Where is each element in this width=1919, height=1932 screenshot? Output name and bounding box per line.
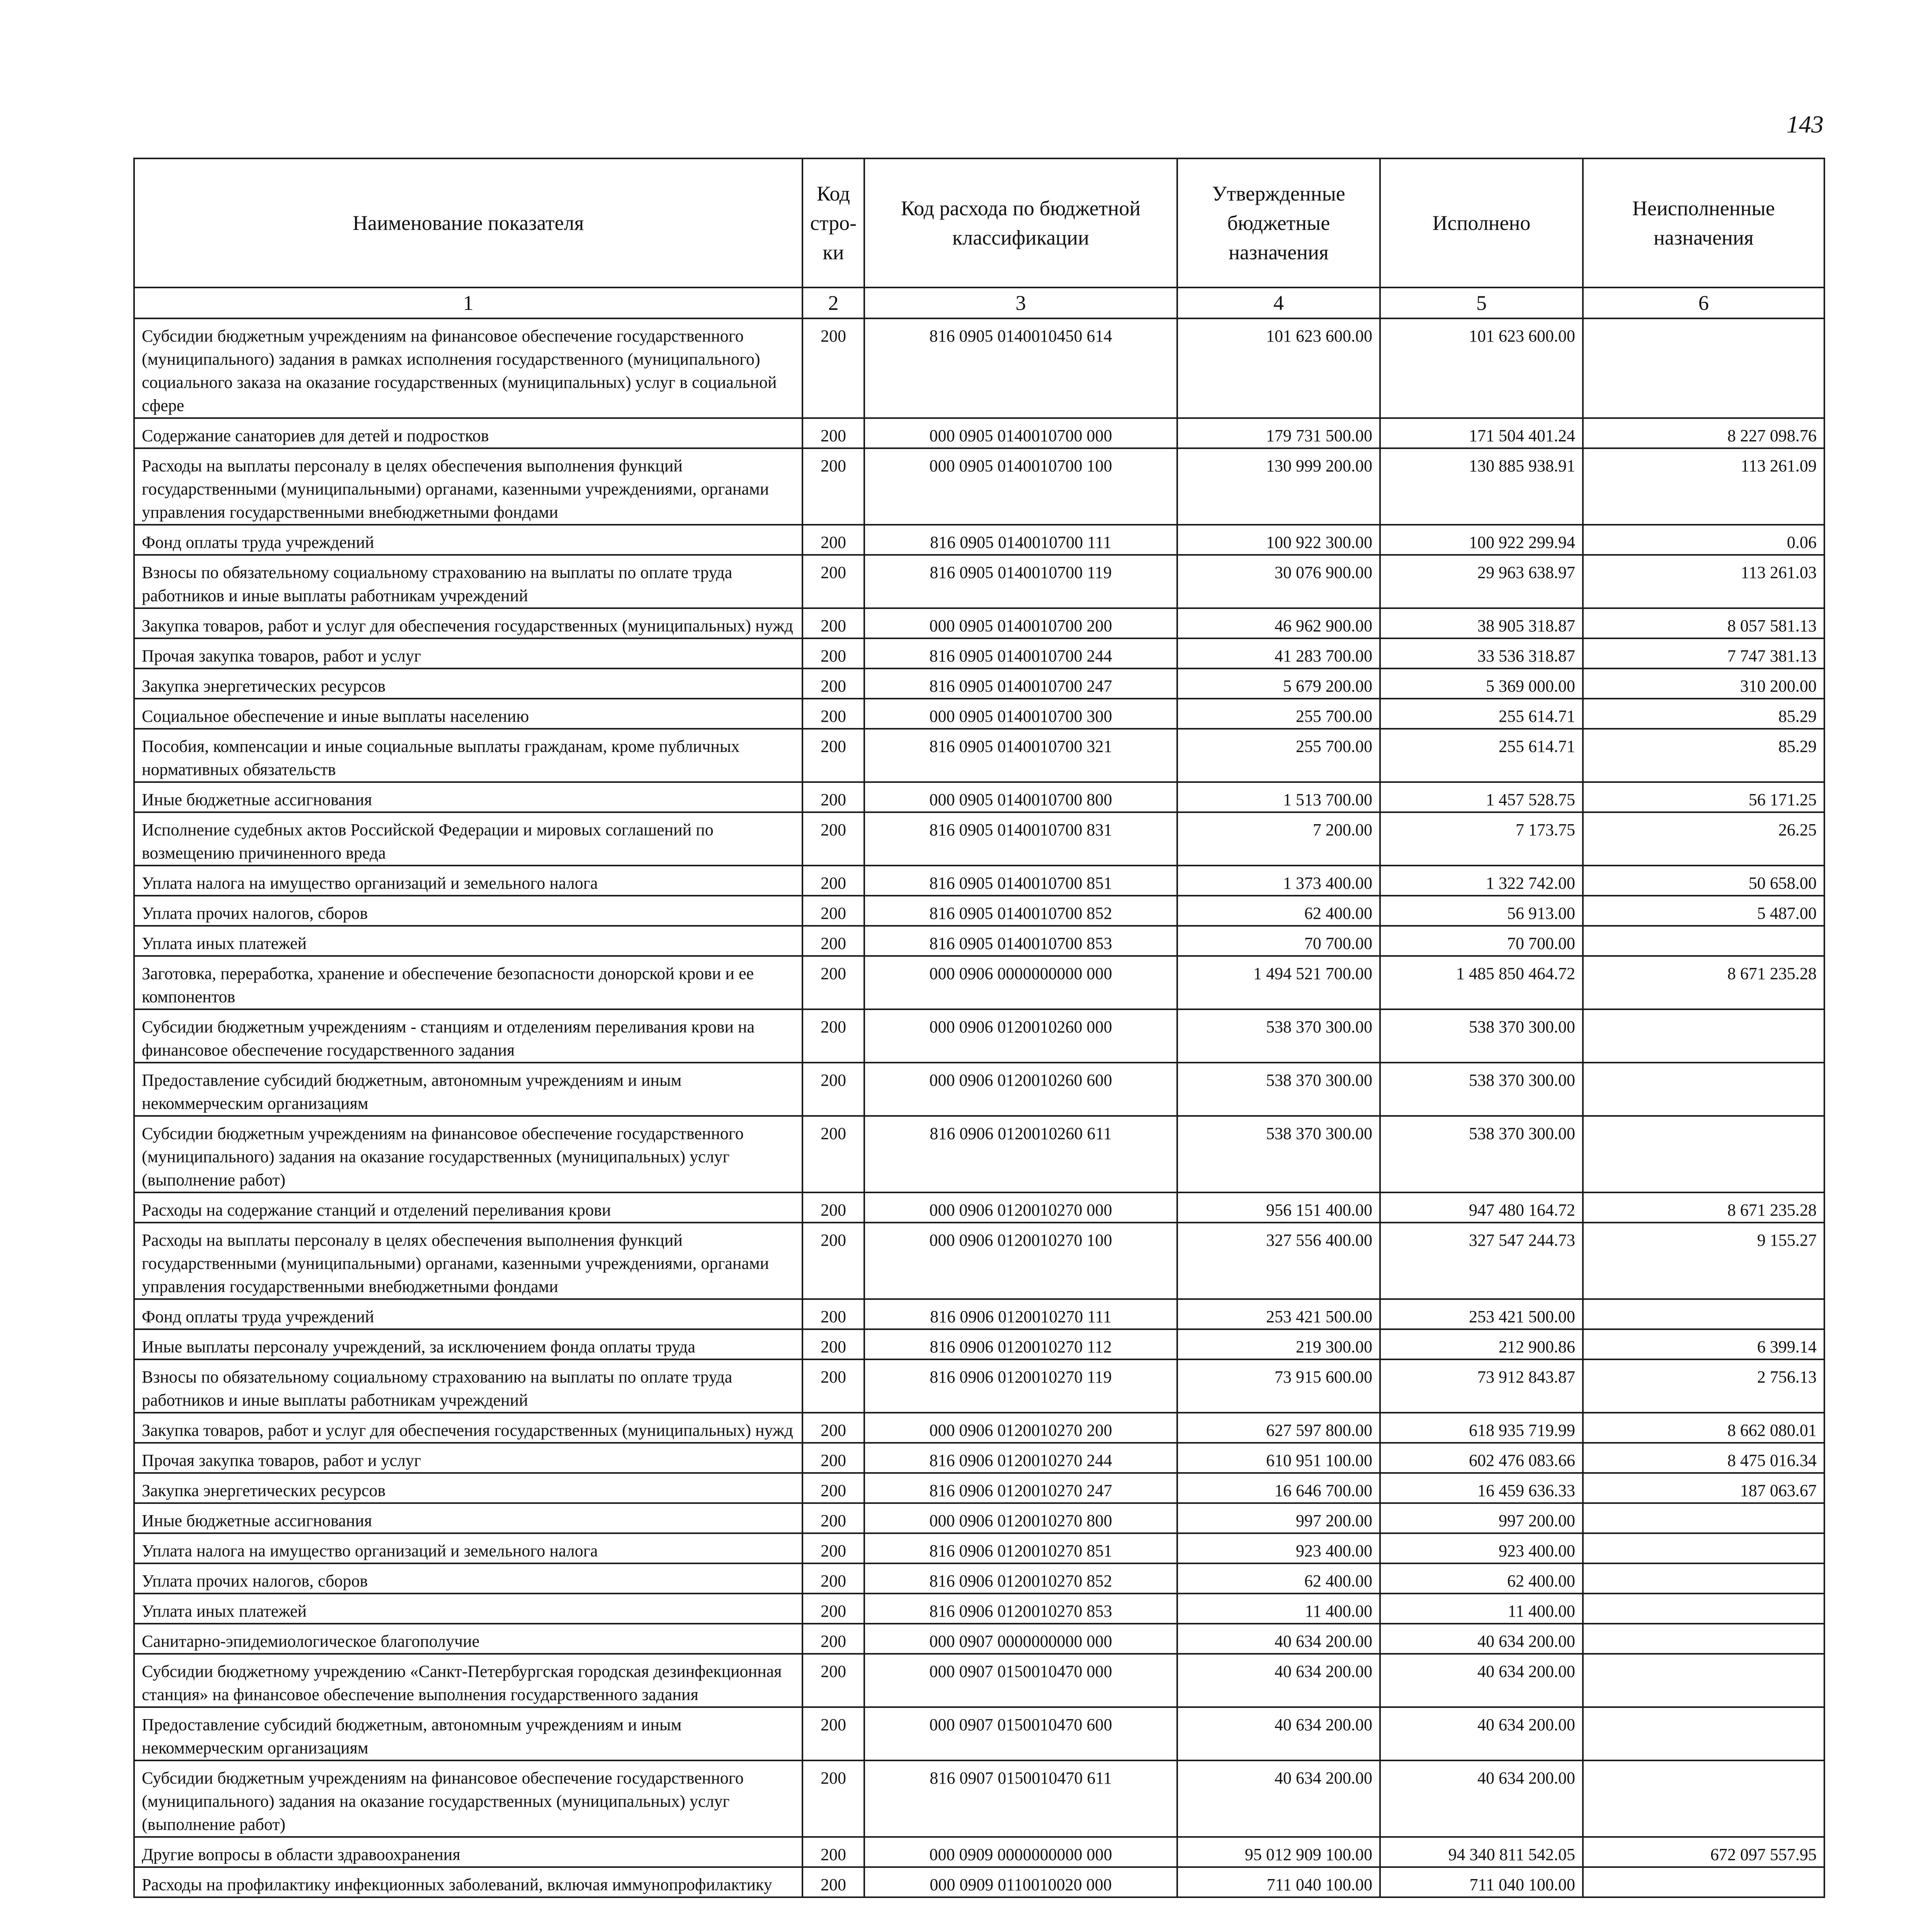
cell-line-code: 200 xyxy=(802,782,864,812)
cell-executed: 29 963 638.97 xyxy=(1380,555,1583,608)
cell-approved: 62 400.00 xyxy=(1177,896,1380,926)
cell-indicator-name: Предоставление субсидий бюджетным, автономным учреждениям и иным некоммерческим организациям xyxy=(134,1063,802,1116)
cell-unexecuted xyxy=(1583,1594,1824,1624)
cell-classification-code: 816 0905 0140010700 851 xyxy=(864,866,1177,896)
table-row xyxy=(134,812,1824,866)
cell-approved: 219 300.00 xyxy=(1177,1329,1380,1359)
cell-executed: 38 905 318.87 xyxy=(1380,608,1583,638)
cell-executed: 7 173.75 xyxy=(1380,812,1583,866)
cell-approved: 95 012 909 100.00 xyxy=(1177,1837,1380,1867)
cell-approved: 40 634 200.00 xyxy=(1177,1707,1380,1760)
cell-line-code: 200 xyxy=(802,866,864,896)
cell-line-code: 200 xyxy=(802,318,864,418)
cell-indicator-name: Прочая закупка товаров, работ и услуг xyxy=(134,1443,802,1473)
table-row xyxy=(134,1707,1824,1760)
cell-executed: 40 634 200.00 xyxy=(1380,1760,1583,1837)
table-row xyxy=(134,638,1824,668)
cell-classification-code: 000 0905 0140010700 200 xyxy=(864,608,1177,638)
cell-executed: 70 700.00 xyxy=(1380,926,1583,956)
page-number: 143 xyxy=(1786,111,1824,138)
cell-classification-code: 000 0906 0120010260 000 xyxy=(864,1009,1177,1063)
cell-executed: 538 370 300.00 xyxy=(1380,1009,1583,1063)
cell-unexecuted xyxy=(1583,1063,1824,1116)
cell-executed: 56 913.00 xyxy=(1380,896,1583,926)
table-row xyxy=(134,956,1824,1009)
cell-classification-code: 816 0906 0120010270 244 xyxy=(864,1443,1177,1473)
cell-indicator-name: Закупка энергетических ресурсов xyxy=(134,668,802,699)
cell-classification-code: 000 0906 0120010260 600 xyxy=(864,1063,1177,1116)
cell-approved: 7 200.00 xyxy=(1177,812,1380,866)
cell-classification-code: 816 0906 0120010270 111 xyxy=(864,1299,1177,1329)
cell-line-code: 200 xyxy=(802,1359,864,1413)
cell-line-code: 200 xyxy=(802,1299,864,1329)
table-row xyxy=(134,926,1824,956)
cell-executed: 255 614.71 xyxy=(1380,729,1583,782)
cell-indicator-name: Фонд оплаты труда учреждений xyxy=(134,525,802,555)
cell-executed: 1 457 528.75 xyxy=(1380,782,1583,812)
cell-indicator-name: Иные бюджетные ассигнования xyxy=(134,782,802,812)
cell-unexecuted: 113 261.03 xyxy=(1583,555,1824,608)
cell-executed: 100 922 299.94 xyxy=(1380,525,1583,555)
table-row xyxy=(134,448,1824,525)
cell-line-code: 200 xyxy=(802,1654,864,1707)
cell-indicator-name: Уплата прочих налогов, сборов xyxy=(134,1563,802,1594)
table-row xyxy=(134,1867,1824,1897)
cell-executed: 16 459 636.33 xyxy=(1380,1473,1583,1503)
table-row xyxy=(134,318,1824,418)
cell-executed: 171 504 401.24 xyxy=(1380,418,1583,448)
table-row xyxy=(134,1116,1824,1192)
cell-classification-code: 000 0907 0000000000 000 xyxy=(864,1624,1177,1654)
cell-indicator-name: Исполнение судебных актов Российской Федерации и мировых соглашений по возмещению причиненного вреда xyxy=(134,812,802,866)
cell-classification-code: 000 0909 0000000000 000 xyxy=(864,1837,1177,1867)
column-number: 3 xyxy=(864,287,1177,318)
cell-line-code: 200 xyxy=(802,699,864,729)
cell-approved: 923 400.00 xyxy=(1177,1533,1380,1563)
cell-indicator-name: Расходы на выплаты персоналу в целях обеспечения выполнения функций государственными (муниципальными) органами, казенными учреждениями, органами управления государственными внебюджетными фондами xyxy=(134,448,802,525)
cell-executed: 947 480 164.72 xyxy=(1380,1192,1583,1223)
cell-classification-code: 816 0905 0140010700 853 xyxy=(864,926,1177,956)
cell-unexecuted xyxy=(1583,1533,1824,1563)
cell-unexecuted: 310 200.00 xyxy=(1583,668,1824,699)
cell-approved: 538 370 300.00 xyxy=(1177,1116,1380,1192)
cell-indicator-name: Другие вопросы в области здравоохранения xyxy=(134,1837,802,1867)
cell-indicator-name: Уплата иных платежей xyxy=(134,1594,802,1624)
cell-indicator-name: Пособия, компенсации и иные социальные выплаты гражданам, кроме публичных нормативных обязательств xyxy=(134,729,802,782)
cell-approved: 73 915 600.00 xyxy=(1177,1359,1380,1413)
cell-indicator-name: Содержание санаториев для детей и подростков xyxy=(134,418,802,448)
cell-indicator-name: Фонд оплаты труда учреждений xyxy=(134,1299,802,1329)
cell-approved: 711 040 100.00 xyxy=(1177,1867,1380,1897)
cell-indicator-name: Заготовка, переработка, хранение и обеспечение безопасности донорской крови и ее компонентов xyxy=(134,956,802,1009)
cell-classification-code: 816 0905 0140010700 321 xyxy=(864,729,1177,782)
cell-approved: 627 597 800.00 xyxy=(1177,1413,1380,1443)
cell-executed: 1 485 850 464.72 xyxy=(1380,956,1583,1009)
cell-line-code: 200 xyxy=(802,1063,864,1116)
cell-classification-code: 816 0906 0120010270 851 xyxy=(864,1533,1177,1563)
cell-line-code: 200 xyxy=(802,1223,864,1299)
cell-classification-code: 000 0909 0110010020 000 xyxy=(864,1867,1177,1897)
cell-line-code: 200 xyxy=(802,1533,864,1563)
cell-classification-code: 816 0905 0140010450 614 xyxy=(864,318,1177,418)
cell-approved: 130 999 200.00 xyxy=(1177,448,1380,525)
cell-executed: 255 614.71 xyxy=(1380,699,1583,729)
cell-executed: 62 400.00 xyxy=(1380,1563,1583,1594)
cell-indicator-name: Закупка товаров, работ и услуг для обеспечения государственных (муниципальных) нужд xyxy=(134,608,802,638)
cell-unexecuted: 8 671 235.28 xyxy=(1583,956,1824,1009)
cell-indicator-name: Закупка товаров, работ и услуг для обеспечения государственных (муниципальных) нужд xyxy=(134,1413,802,1443)
column-number: 5 xyxy=(1380,287,1583,318)
header-row xyxy=(134,158,1824,287)
table-row xyxy=(134,896,1824,926)
cell-executed: 1 322 742.00 xyxy=(1380,866,1583,896)
cell-unexecuted: 8 475 016.34 xyxy=(1583,1443,1824,1473)
cell-unexecuted: 8 227 098.76 xyxy=(1583,418,1824,448)
cell-classification-code: 816 0905 0140010700 111 xyxy=(864,525,1177,555)
cell-unexecuted xyxy=(1583,1760,1824,1837)
table-row xyxy=(134,1837,1824,1867)
table-row xyxy=(134,1654,1824,1707)
table-row xyxy=(134,782,1824,812)
cell-unexecuted: 8 671 235.28 xyxy=(1583,1192,1824,1223)
cell-line-code: 200 xyxy=(802,1009,864,1063)
cell-classification-code: 000 0906 0120010270 800 xyxy=(864,1503,1177,1533)
cell-unexecuted xyxy=(1583,1624,1824,1654)
table-row xyxy=(134,1760,1824,1837)
cell-indicator-name: Уплата налога на имущество организаций и земельного налога xyxy=(134,1533,802,1563)
header-unexecuted-appropriations: Неисполненные назначения xyxy=(1583,158,1824,287)
cell-unexecuted: 9 155.27 xyxy=(1583,1223,1824,1299)
table-row xyxy=(134,1533,1824,1563)
cell-classification-code: 816 0905 0140010700 244 xyxy=(864,638,1177,668)
cell-approved: 41 283 700.00 xyxy=(1177,638,1380,668)
cell-indicator-name: Расходы на содержание станций и отделений переливания крови xyxy=(134,1192,802,1223)
cell-executed: 11 400.00 xyxy=(1380,1594,1583,1624)
cell-indicator-name: Взносы по обязательному социальному страхованию на выплаты по оплате труда работников и иные выплаты работникам учреждений xyxy=(134,555,802,608)
cell-classification-code: 000 0905 0140010700 000 xyxy=(864,418,1177,448)
cell-approved: 101 623 600.00 xyxy=(1177,318,1380,418)
cell-unexecuted: 56 171.25 xyxy=(1583,782,1824,812)
cell-unexecuted: 672 097 557.95 xyxy=(1583,1837,1824,1867)
cell-classification-code: 000 0907 0150010470 600 xyxy=(864,1707,1177,1760)
cell-approved: 100 922 300.00 xyxy=(1177,525,1380,555)
cell-executed: 327 547 244.73 xyxy=(1380,1223,1583,1299)
cell-unexecuted: 2 756.13 xyxy=(1583,1359,1824,1413)
cell-classification-code: 000 0907 0150010470 000 xyxy=(864,1654,1177,1707)
cell-line-code: 200 xyxy=(802,525,864,555)
cell-unexecuted xyxy=(1583,1563,1824,1594)
cell-executed: 538 370 300.00 xyxy=(1380,1063,1583,1116)
cell-unexecuted xyxy=(1583,1009,1824,1063)
cell-approved: 956 151 400.00 xyxy=(1177,1192,1380,1223)
column-number: 1 xyxy=(134,287,802,318)
cell-approved: 46 962 900.00 xyxy=(1177,608,1380,638)
cell-classification-code: 816 0905 0140010700 831 xyxy=(864,812,1177,866)
cell-line-code: 200 xyxy=(802,1443,864,1473)
cell-approved: 1 494 521 700.00 xyxy=(1177,956,1380,1009)
cell-approved: 62 400.00 xyxy=(1177,1563,1380,1594)
cell-indicator-name: Взносы по обязательному социальному страхованию на выплаты по оплате труда работников и иные выплаты работникам учреждений xyxy=(134,1359,802,1413)
cell-indicator-name: Субсидии бюджетным учреждениям на финансовое обеспечение государственного (муниципального) задания в рамках исполнения государственного (муниципального) социального заказа на оказание государственных (муниципальных) услуг в социальной сфере xyxy=(134,318,802,418)
cell-unexecuted xyxy=(1583,1707,1824,1760)
cell-indicator-name: Расходы на профилактику инфекционных заболеваний, включая иммунопрофилактику xyxy=(134,1867,802,1897)
table-row xyxy=(134,525,1824,555)
cell-indicator-name: Социальное обеспечение и иные выплаты населению xyxy=(134,699,802,729)
cell-unexecuted xyxy=(1583,1867,1824,1897)
cell-unexecuted xyxy=(1583,1116,1824,1192)
cell-unexecuted xyxy=(1583,1654,1824,1707)
cell-classification-code: 816 0906 0120010270 853 xyxy=(864,1594,1177,1624)
cell-indicator-name: Предоставление субсидий бюджетным, автономным учреждениям и иным некоммерческим организациям xyxy=(134,1707,802,1760)
cell-executed: 33 536 318.87 xyxy=(1380,638,1583,668)
table-row xyxy=(134,699,1824,729)
cell-executed: 923 400.00 xyxy=(1380,1533,1583,1563)
cell-executed: 618 935 719.99 xyxy=(1380,1413,1583,1443)
cell-approved: 1 513 700.00 xyxy=(1177,782,1380,812)
budget-execution-table-wrapper xyxy=(133,158,1824,1898)
column-number: 6 xyxy=(1583,287,1824,318)
cell-line-code: 200 xyxy=(802,812,864,866)
cell-approved: 70 700.00 xyxy=(1177,926,1380,956)
table-row xyxy=(134,1299,1824,1329)
cell-indicator-name: Субсидии бюджетным учреждениям на финансовое обеспечение государственного (муниципального) задания на оказание государственных (муниципальных) услуг (выполнение работ) xyxy=(134,1116,802,1192)
cell-unexecuted: 0.06 xyxy=(1583,525,1824,555)
cell-unexecuted: 85.29 xyxy=(1583,729,1824,782)
table-row xyxy=(134,1329,1824,1359)
cell-line-code: 200 xyxy=(802,1329,864,1359)
table-row xyxy=(134,608,1824,638)
cell-line-code: 200 xyxy=(802,418,864,448)
column-number: 4 xyxy=(1177,287,1380,318)
cell-executed: 40 634 200.00 xyxy=(1380,1707,1583,1760)
table-header xyxy=(134,158,1824,318)
cell-executed: 40 634 200.00 xyxy=(1380,1624,1583,1654)
table-body xyxy=(134,318,1824,1897)
cell-classification-code: 816 0906 0120010270 852 xyxy=(864,1563,1177,1594)
budget-execution-table xyxy=(133,158,1825,1898)
cell-indicator-name: Уплата прочих налогов, сборов xyxy=(134,896,802,926)
cell-unexecuted xyxy=(1583,1299,1824,1329)
cell-executed: 130 885 938.91 xyxy=(1380,448,1583,525)
cell-classification-code: 816 0906 0120010270 112 xyxy=(864,1329,1177,1359)
cell-indicator-name: Прочая закупка товаров, работ и услуг xyxy=(134,638,802,668)
header-indicator-name: Наименование показателя xyxy=(134,158,802,287)
table-row xyxy=(134,866,1824,896)
cell-executed: 5 369 000.00 xyxy=(1380,668,1583,699)
table-row xyxy=(134,1443,1824,1473)
cell-line-code: 200 xyxy=(802,896,864,926)
cell-line-code: 200 xyxy=(802,729,864,782)
cell-unexecuted: 50 658.00 xyxy=(1583,866,1824,896)
table-row xyxy=(134,1594,1824,1624)
cell-executed: 73 912 843.87 xyxy=(1380,1359,1583,1413)
cell-classification-code: 816 0906 0120010270 247 xyxy=(864,1473,1177,1503)
cell-indicator-name: Субсидии бюджетным учреждениям на финансовое обеспечение государственного (муниципального) задания на оказание государственных (муниципальных) услуг (выполнение работ) xyxy=(134,1760,802,1837)
cell-indicator-name: Расходы на выплаты персоналу в целях обеспечения выполнения функций государственными (муниципальными) органами, казенными учреждениями, органами управления государственными внебюджетными фондами xyxy=(134,1223,802,1299)
cell-approved: 327 556 400.00 xyxy=(1177,1223,1380,1299)
cell-approved: 5 679 200.00 xyxy=(1177,668,1380,699)
header-executed: Исполнено xyxy=(1380,158,1583,287)
cell-indicator-name: Субсидии бюджетному учреждению «Санкт-Петербургская городская дезинфекционная станция» на финансовое обеспечение выполнения государственного задания xyxy=(134,1654,802,1707)
table-row xyxy=(134,1413,1824,1443)
cell-line-code: 200 xyxy=(802,668,864,699)
cell-line-code: 200 xyxy=(802,1192,864,1223)
cell-classification-code: 000 0905 0140010700 300 xyxy=(864,699,1177,729)
cell-approved: 997 200.00 xyxy=(1177,1503,1380,1533)
cell-line-code: 200 xyxy=(802,1837,864,1867)
header-approved-appropriations: Утвержденные бюджетные назначения xyxy=(1177,158,1380,287)
cell-unexecuted: 113 261.09 xyxy=(1583,448,1824,525)
cell-unexecuted: 8 057 581.13 xyxy=(1583,608,1824,638)
cell-line-code: 200 xyxy=(802,608,864,638)
cell-classification-code: 816 0906 0120010270 119 xyxy=(864,1359,1177,1413)
cell-classification-code: 816 0905 0140010700 247 xyxy=(864,668,1177,699)
cell-indicator-name: Закупка энергетических ресурсов xyxy=(134,1473,802,1503)
cell-executed: 711 040 100.00 xyxy=(1380,1867,1583,1897)
cell-line-code: 200 xyxy=(802,1707,864,1760)
cell-executed: 538 370 300.00 xyxy=(1380,1116,1583,1192)
table-row xyxy=(134,1503,1824,1533)
cell-approved: 538 370 300.00 xyxy=(1177,1009,1380,1063)
table-row xyxy=(134,555,1824,608)
cell-classification-code: 816 0906 0120010260 611 xyxy=(864,1116,1177,1192)
cell-indicator-name: Иные бюджетные ассигнования xyxy=(134,1503,802,1533)
cell-approved: 255 700.00 xyxy=(1177,699,1380,729)
table-row xyxy=(134,1009,1824,1063)
cell-classification-code: 000 0905 0140010700 100 xyxy=(864,448,1177,525)
cell-unexecuted: 6 399.14 xyxy=(1583,1329,1824,1359)
cell-unexecuted xyxy=(1583,1503,1824,1533)
cell-indicator-name: Иные выплаты персоналу учреждений, за исключением фонда оплаты труда xyxy=(134,1329,802,1359)
cell-approved: 40 634 200.00 xyxy=(1177,1624,1380,1654)
cell-unexecuted: 8 662 080.01 xyxy=(1583,1413,1824,1443)
cell-classification-code: 000 0906 0120010270 100 xyxy=(864,1223,1177,1299)
column-numbering-row xyxy=(134,287,1824,318)
cell-unexecuted: 5 487.00 xyxy=(1583,896,1824,926)
cell-unexecuted: 7 747 381.13 xyxy=(1583,638,1824,668)
cell-approved: 1 373 400.00 xyxy=(1177,866,1380,896)
cell-classification-code: 000 0906 0000000000 000 xyxy=(864,956,1177,1009)
cell-indicator-name: Субсидии бюджетным учреждениям - станциям и отделениям переливания крови на финансовое обеспечение государственного задания xyxy=(134,1009,802,1063)
table-row xyxy=(134,1359,1824,1413)
column-number: 2 xyxy=(802,287,864,318)
cell-line-code: 200 xyxy=(802,956,864,1009)
header-line-code: Код стро-ки xyxy=(802,158,864,287)
cell-unexecuted xyxy=(1583,926,1824,956)
cell-line-code: 200 xyxy=(802,1503,864,1533)
table-row xyxy=(134,1192,1824,1223)
cell-approved: 40 634 200.00 xyxy=(1177,1654,1380,1707)
table-row xyxy=(134,1063,1824,1116)
cell-executed: 94 340 811 542.05 xyxy=(1380,1837,1583,1867)
cell-unexecuted xyxy=(1583,318,1824,418)
cell-approved: 40 634 200.00 xyxy=(1177,1760,1380,1837)
cell-line-code: 200 xyxy=(802,1594,864,1624)
table-row xyxy=(134,729,1824,782)
cell-line-code: 200 xyxy=(802,926,864,956)
cell-classification-code: 000 0906 0120010270 000 xyxy=(864,1192,1177,1223)
table-row xyxy=(134,1624,1824,1654)
cell-approved: 538 370 300.00 xyxy=(1177,1063,1380,1116)
cell-approved: 179 731 500.00 xyxy=(1177,418,1380,448)
cell-approved: 11 400.00 xyxy=(1177,1594,1380,1624)
cell-classification-code: 816 0905 0140010700 852 xyxy=(864,896,1177,926)
cell-line-code: 200 xyxy=(802,448,864,525)
cell-indicator-name: Уплата налога на имущество организаций и земельного налога xyxy=(134,866,802,896)
cell-line-code: 200 xyxy=(802,638,864,668)
cell-line-code: 200 xyxy=(802,1116,864,1192)
cell-line-code: 200 xyxy=(802,1473,864,1503)
cell-unexecuted: 26.25 xyxy=(1583,812,1824,866)
cell-approved: 255 700.00 xyxy=(1177,729,1380,782)
cell-line-code: 200 xyxy=(802,1624,864,1654)
table-row xyxy=(134,1563,1824,1594)
cell-classification-code: 816 0907 0150010470 611 xyxy=(864,1760,1177,1837)
cell-unexecuted: 187 063.67 xyxy=(1583,1473,1824,1503)
cell-executed: 101 623 600.00 xyxy=(1380,318,1583,418)
cell-line-code: 200 xyxy=(802,1563,864,1594)
cell-classification-code: 000 0906 0120010270 200 xyxy=(864,1413,1177,1443)
cell-approved: 30 076 900.00 xyxy=(1177,555,1380,608)
cell-indicator-name: Уплата иных платежей xyxy=(134,926,802,956)
header-budget-classification-code: Код расхода по бюджетной классификации xyxy=(864,158,1177,287)
table-row xyxy=(134,418,1824,448)
cell-executed: 253 421 500.00 xyxy=(1380,1299,1583,1329)
table-row xyxy=(134,1223,1824,1299)
cell-approved: 253 421 500.00 xyxy=(1177,1299,1380,1329)
cell-line-code: 200 xyxy=(802,1867,864,1897)
cell-line-code: 200 xyxy=(802,555,864,608)
table-row xyxy=(134,668,1824,699)
cell-line-code: 200 xyxy=(802,1413,864,1443)
cell-executed: 602 476 083.66 xyxy=(1380,1443,1583,1473)
cell-classification-code: 000 0905 0140010700 800 xyxy=(864,782,1177,812)
cell-approved: 16 646 700.00 xyxy=(1177,1473,1380,1503)
cell-executed: 40 634 200.00 xyxy=(1380,1654,1583,1707)
cell-classification-code: 816 0905 0140010700 119 xyxy=(864,555,1177,608)
cell-approved: 610 951 100.00 xyxy=(1177,1443,1380,1473)
cell-executed: 997 200.00 xyxy=(1380,1503,1583,1533)
cell-line-code: 200 xyxy=(802,1760,864,1837)
table-row xyxy=(134,1473,1824,1503)
cell-indicator-name: Санитарно-эпидемиологическое благополучие xyxy=(134,1624,802,1654)
cell-executed: 212 900.86 xyxy=(1380,1329,1583,1359)
cell-unexecuted: 85.29 xyxy=(1583,699,1824,729)
